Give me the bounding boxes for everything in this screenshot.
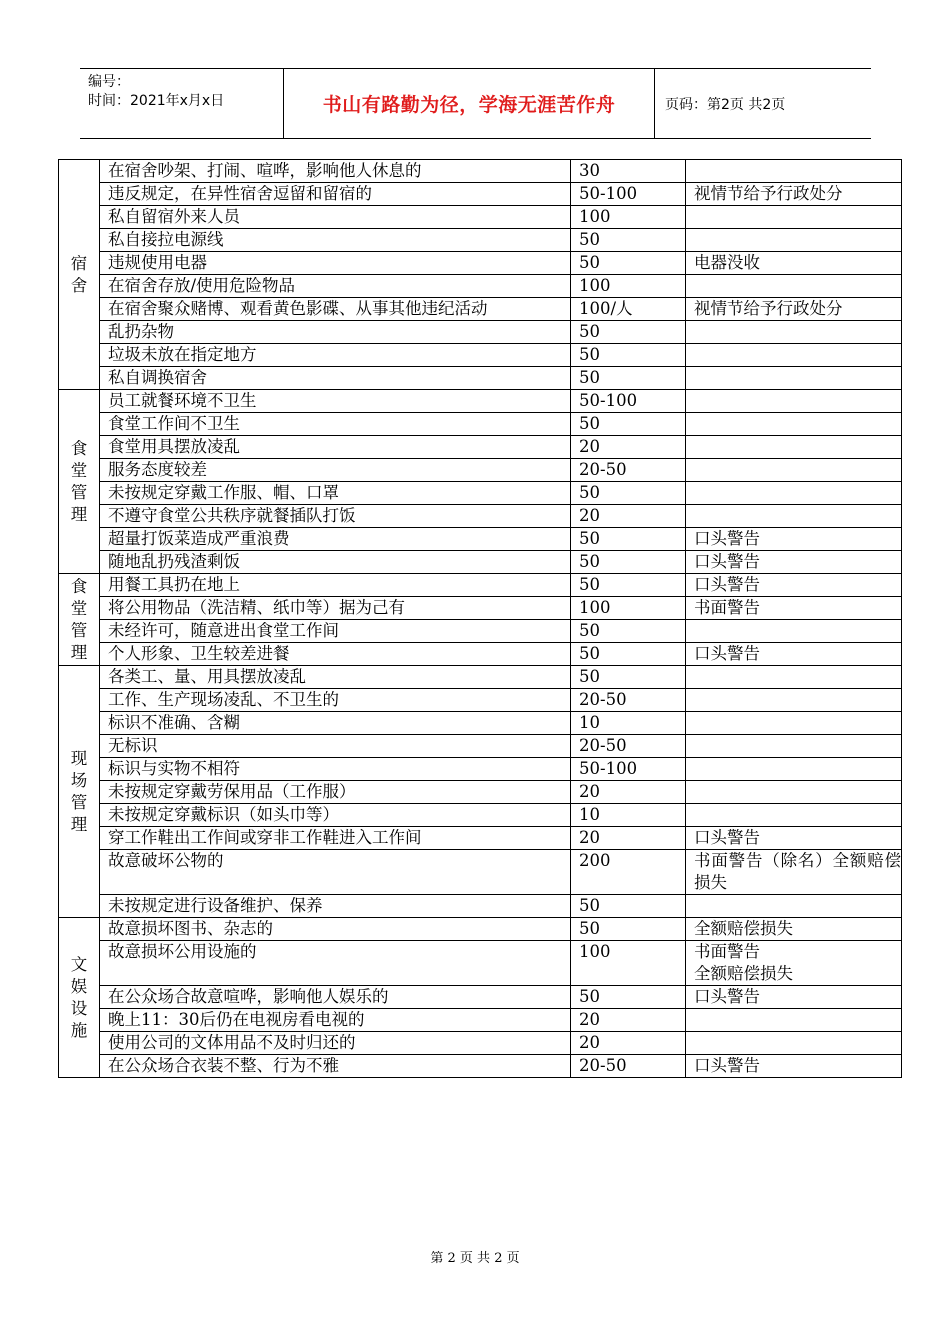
table-row (59, 413, 902, 436)
violation-cell: 服务态度较差 (100, 459, 571, 482)
table-row (59, 735, 902, 758)
table-row (59, 758, 902, 781)
note-cell (686, 895, 902, 918)
note-cell: 全额赔偿损失 (686, 918, 902, 941)
note-cell (686, 344, 902, 367)
violation-cell: 标识不准确、含糊 (100, 712, 571, 735)
fine-cell: 50 (571, 574, 686, 597)
table-row (59, 1009, 902, 1032)
category-cell (59, 918, 100, 1078)
table-row (59, 275, 902, 298)
note-cell (686, 413, 902, 436)
note-cell (686, 781, 902, 804)
note-cell (686, 1032, 902, 1055)
note-cell (686, 689, 902, 712)
violation-cell: 将公用物品（洗洁精、纸巾等）据为己有 (100, 597, 571, 620)
table-row (59, 827, 902, 850)
note-cell (686, 160, 902, 183)
note-cell (686, 390, 902, 413)
note-cell (686, 321, 902, 344)
fine-cell: 20 (571, 505, 686, 528)
fine-cell: 50 (571, 252, 686, 275)
table-row (59, 850, 902, 895)
category-label: 现场管理 (70, 748, 88, 834)
fine-cell: 100 (571, 206, 686, 229)
violation-cell: 晚上11：30后仍在电视房看电视的 (100, 1009, 571, 1032)
table-row (59, 941, 902, 986)
fine-cell: 50 (571, 482, 686, 505)
note-cell: 口头警告 (686, 528, 902, 551)
note-cell (686, 367, 902, 390)
violation-cell: 未经许可，随意进出食堂工作间 (100, 620, 571, 643)
category-label: 食堂管理 (70, 438, 88, 524)
note-cell (686, 735, 902, 758)
note-cell: 口头警告 (686, 1055, 902, 1078)
category-cell (59, 160, 100, 390)
table-row (59, 689, 902, 712)
penalty-table (58, 159, 902, 1078)
violation-cell: 乱扔杂物 (100, 321, 571, 344)
violation-cell: 各类工、量、用具摆放凌乱 (100, 666, 571, 689)
note-cell: 口头警告 (686, 551, 902, 574)
table-row (59, 390, 902, 413)
fine-cell: 200 (571, 850, 686, 895)
note-cell (686, 275, 902, 298)
fine-cell: 50 (571, 895, 686, 918)
violation-cell: 在宿舍吵架、打闹、喧哗，影响他人休息的 (100, 160, 571, 183)
note-cell (686, 1009, 902, 1032)
fine-cell: 20 (571, 781, 686, 804)
table-row (59, 436, 902, 459)
violation-cell: 未按规定穿戴工作服、帽、口罩 (100, 482, 571, 505)
fine-cell: 50 (571, 666, 686, 689)
table-row (59, 666, 902, 689)
violation-cell: 未按规定进行设备维护、保养 (100, 895, 571, 918)
fine-cell: 50 (571, 643, 686, 666)
violation-cell: 故意破坏公物的 (100, 850, 571, 895)
violation-cell: 在宿舍聚众赌博、观看黄色影碟、从事其他违纪活动 (100, 298, 571, 321)
table-row (59, 482, 902, 505)
fine-cell: 10 (571, 712, 686, 735)
table-row (59, 574, 902, 597)
violation-cell: 员工就餐环境不卫生 (100, 390, 571, 413)
violation-cell: 垃圾未放在指定地方 (100, 344, 571, 367)
note-cell: 视情节给予行政处分 (686, 183, 902, 206)
violation-cell: 私自留宿外来人员 (100, 206, 571, 229)
fine-cell: 100 (571, 941, 686, 986)
category-label: 食堂管理 (70, 576, 88, 662)
category-cell (59, 666, 100, 918)
violation-cell: 在宿舍存放/使用危险物品 (100, 275, 571, 298)
fine-cell: 50 (571, 918, 686, 941)
penalty-table-body (59, 160, 902, 1078)
violation-cell: 工作、生产现场凌乱、不卫生的 (100, 689, 571, 712)
note-cell: 口头警告 (686, 986, 902, 1009)
note-cell: 口头警告 (686, 643, 902, 666)
violation-cell: 私自调换宿舍 (100, 367, 571, 390)
violation-cell: 在公众场合故意喧哗，影响他人娱乐的 (100, 986, 571, 1009)
note-cell: 视情节给予行政处分 (686, 298, 902, 321)
violation-cell: 违反规定，在异性宿舍逗留和留宿的 (100, 183, 571, 206)
table-row (59, 367, 902, 390)
note-cell (686, 482, 902, 505)
note-cell (686, 459, 902, 482)
table-row (59, 804, 902, 827)
fine-cell: 50 (571, 367, 686, 390)
table-row (59, 712, 902, 735)
violation-cell: 随地乱扔残渣剩饭 (100, 551, 571, 574)
violation-cell: 个人形象、卫生较差进餐 (100, 643, 571, 666)
header-motto: 书山有路勤为径，学海无涯苦作舟 (283, 69, 655, 138)
fine-cell: 20-50 (571, 735, 686, 758)
fine-cell: 30 (571, 160, 686, 183)
note-cell (686, 436, 902, 459)
note-cell: 口头警告 (686, 574, 902, 597)
table-row (59, 298, 902, 321)
note-cell: 电器没收 (686, 252, 902, 275)
violation-cell: 无标识 (100, 735, 571, 758)
fine-cell: 50 (571, 413, 686, 436)
violation-cell: 未按规定穿戴标识（如头巾等） (100, 804, 571, 827)
table-row (59, 551, 902, 574)
violation-cell: 食堂工作间不卫生 (100, 413, 571, 436)
fine-cell: 20 (571, 1009, 686, 1032)
fine-cell: 50 (571, 321, 686, 344)
table-row (59, 643, 902, 666)
note-cell (686, 229, 902, 252)
table-row (59, 1055, 902, 1078)
fine-cell: 20-50 (571, 459, 686, 482)
fine-cell: 100/人 (571, 298, 686, 321)
violation-cell: 故意损坏公用设施的 (100, 941, 571, 986)
table-row (59, 895, 902, 918)
table-row (59, 1032, 902, 1055)
fine-cell: 50 (571, 620, 686, 643)
header-meta (80, 69, 283, 138)
fine-cell: 10 (571, 804, 686, 827)
table-row (59, 252, 902, 275)
page-header (80, 68, 871, 139)
fine-cell: 50 (571, 528, 686, 551)
violation-cell: 用餐工具扔在地上 (100, 574, 571, 597)
table-row (59, 781, 902, 804)
violation-cell: 超量打饭菜造成严重浪费 (100, 528, 571, 551)
note-cell (686, 758, 902, 781)
violation-cell: 食堂用具摆放凌乱 (100, 436, 571, 459)
table-row (59, 459, 902, 482)
table-row (59, 206, 902, 229)
table-row (59, 183, 902, 206)
violation-cell: 使用公司的文体用品不及时归还的 (100, 1032, 571, 1055)
table-row (59, 918, 902, 941)
fine-cell: 20 (571, 436, 686, 459)
fine-cell: 50 (571, 986, 686, 1009)
document-code-label: 编号： (88, 74, 130, 90)
note-cell: 口头警告 (686, 827, 902, 850)
violation-cell: 标识与实物不相符 (100, 758, 571, 781)
note-cell (686, 620, 902, 643)
table-row (59, 528, 902, 551)
violation-cell: 不遵守食堂公共秩序就餐插队打饭 (100, 505, 571, 528)
page-footer: 第 2 页 共 2 页 (430, 1251, 520, 1266)
table-row (59, 321, 902, 344)
note-cell (686, 505, 902, 528)
fine-cell: 20 (571, 1032, 686, 1055)
table-row (59, 986, 902, 1009)
violation-cell: 故意损坏图书、杂志的 (100, 918, 571, 941)
fine-cell: 20 (571, 827, 686, 850)
note-cell: 书面警告 全额赔偿损失 (686, 941, 902, 986)
note-cell (686, 712, 902, 735)
table-row (59, 620, 902, 643)
fine-cell: 100 (571, 275, 686, 298)
fine-cell: 50 (571, 229, 686, 252)
fine-cell: 50 (571, 551, 686, 574)
violation-cell: 在公众场合衣装不整、行为不雅 (100, 1055, 571, 1078)
fine-cell: 50-100 (571, 390, 686, 413)
table-row (59, 505, 902, 528)
note-cell (686, 666, 902, 689)
violation-cell: 穿工作鞋出工作间或穿非工作鞋进入工作间 (100, 827, 571, 850)
violation-cell: 未按规定穿戴劳保用品（工作服） (100, 781, 571, 804)
fine-cell: 50 (571, 344, 686, 367)
note-cell: 书面警告 (686, 597, 902, 620)
document-time-label: 时间：2021年x月x日 (88, 93, 225, 109)
note-cell: 书面警告（除名）全额赔偿损失 (686, 850, 902, 895)
header-page-label: 页码：第2页 共2页 (665, 96, 786, 113)
category-label: 文娱设施 (70, 954, 88, 1040)
fine-cell: 50-100 (571, 183, 686, 206)
violation-cell: 私自接拉电源线 (100, 229, 571, 252)
note-cell (686, 804, 902, 827)
fine-cell: 50-100 (571, 758, 686, 781)
table-row (59, 160, 902, 183)
category-cell (59, 390, 100, 574)
violation-cell: 违规使用电器 (100, 252, 571, 275)
category-cell (59, 574, 100, 666)
table-row (59, 597, 902, 620)
fine-cell: 100 (571, 597, 686, 620)
table-row (59, 344, 902, 367)
note-cell (686, 206, 902, 229)
fine-cell: 20-50 (571, 689, 686, 712)
category-label: 宿舍 (70, 253, 88, 295)
fine-cell: 20-50 (571, 1055, 686, 1078)
table-row (59, 229, 902, 252)
